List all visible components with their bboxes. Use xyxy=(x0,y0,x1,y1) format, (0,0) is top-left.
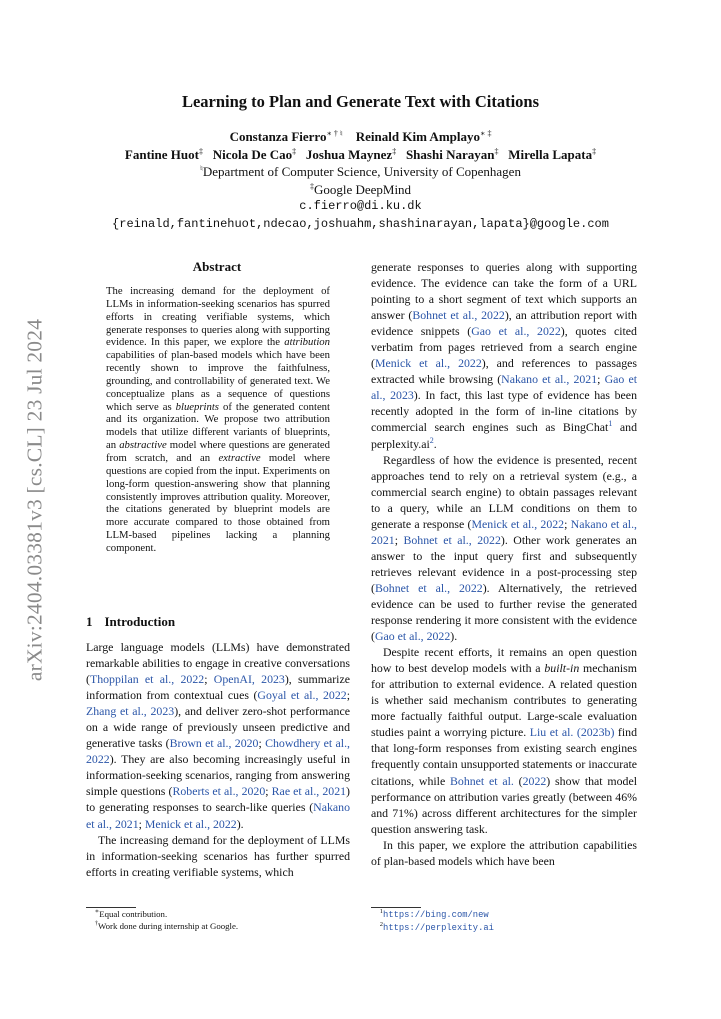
abstract-text: model where questions are generated from scratch, and an xyxy=(106,439,331,464)
author-marks: ‡ xyxy=(198,146,203,156)
affiliation-text: Department of Computer Science, University of Copenhagen xyxy=(202,164,521,179)
citation-link[interactable]: Roberts et al., 2020 xyxy=(172,784,266,799)
footnote-mark: 2 xyxy=(379,920,384,928)
footnotes-left xyxy=(86,909,350,932)
text: Large language models (LLMs) have demonstrated remarkable abilities to engage in creative conversations ( xyxy=(86,640,350,687)
emphasis: built-in xyxy=(544,661,580,676)
author-marks: ‡ xyxy=(292,146,297,156)
text: ) show that model performance on attribution varies greatly (between 46% and 71%) across different architectures for the simpler question answering task. xyxy=(371,773,637,836)
citation-link[interactable]: Bohnet et al., 2022 xyxy=(412,308,505,323)
author-line-2 xyxy=(0,146,721,164)
citation-link[interactable]: OpenAI, 2023 xyxy=(213,672,285,687)
citation-link[interactable]: Gao et al., 2023 xyxy=(371,372,637,403)
email-1: c.fierro@di.ku.dk xyxy=(299,199,422,213)
abstract-text: capabilities of plan-based models which have been recently shown to improve the faithfulness, grounding, and controllability of generated text. We conceptualize plans as a sequence of questions which serve as xyxy=(106,349,330,413)
paper-title: Learning to Plan and Generate Text with Citations xyxy=(181,92,540,111)
text: ). Alternatively, the retrieved evidence can be used to further revise the generated response rendering it more consistent with the evidence ( xyxy=(371,580,637,644)
footnote-rule xyxy=(371,907,421,908)
footnote-text: Equal contribution. xyxy=(99,909,168,919)
paragraph xyxy=(371,259,637,452)
author-line-1 xyxy=(0,128,721,146)
text: ; xyxy=(204,672,214,687)
author-marks: ‡ xyxy=(494,146,499,156)
author-marks: ‡ xyxy=(392,146,397,156)
citation-link[interactable]: Bohnet et al., 2022 xyxy=(374,580,483,595)
footnote-url-link[interactable]: https://bing.com/new xyxy=(383,910,489,920)
author-marks: ‡ xyxy=(592,146,597,156)
footnote xyxy=(371,922,637,935)
text: ( xyxy=(513,773,523,788)
email-2: {reinald,fantinehuot,ndecao,joshuahm,shashinarayan,lapata}@google.com xyxy=(112,216,609,231)
text: ), and references to passages extracted while browsing ( xyxy=(371,356,637,387)
citation-link[interactable]: Liu et al. (2023b) xyxy=(529,725,615,740)
text: find that long-form responses from existing search engines frequently contain unsupported statements or inaccurate citations, while xyxy=(371,725,638,788)
text: . xyxy=(433,436,437,451)
paragraph xyxy=(371,644,637,837)
footnote xyxy=(86,921,350,933)
abstract-emphasis: attribution xyxy=(284,336,330,349)
citation-link[interactable]: Rae et al., 2021 xyxy=(271,784,347,799)
affiliation-text: Google DeepMind xyxy=(313,181,412,197)
abstract-text: model where questions are copied from the input. Experiments on long-form question-answering show that planning consistently improves attribution quality. Moreover, the citations generated by blueprint models are more accurate compared to those obtained from LLM-based pipelines lacking a planning component. xyxy=(106,451,330,554)
affiliation-2 xyxy=(0,181,721,199)
text: Despite recent efforts, it remains an open question how to best develop models with a xyxy=(371,645,637,676)
author-name: Nicola De Cao xyxy=(212,146,293,162)
section-heading xyxy=(86,614,175,630)
author-name: Fantine Huot xyxy=(124,146,199,162)
text: ). In fact, this last type of evidence has been recently adopted in the form of in-line citations by commercial search engines such as BingChat xyxy=(371,388,637,435)
text: ). They are also becoming increasingly useful in information-seeking scenarios, ranging from answering simple questions ( xyxy=(86,752,350,799)
author-name: Reinald Kim Amplayo xyxy=(355,129,480,144)
author-marks: ∗ ‡ xyxy=(480,129,492,138)
text: ) to generating responses to search-like queries ( xyxy=(86,784,350,815)
text: ; xyxy=(138,816,145,831)
text: ). xyxy=(236,816,244,831)
author-name: Shashi Narayan xyxy=(405,146,495,162)
text: ; xyxy=(394,532,404,547)
citation-link[interactable]: Zhang et al., 2023 xyxy=(86,704,175,719)
text: ; xyxy=(597,372,605,387)
footnote-url-link[interactable]: https://perplexity.ai xyxy=(383,922,494,933)
footnote-link[interactable]: 1 xyxy=(608,419,613,429)
abstract-emphasis: extractive xyxy=(218,451,261,464)
author-name: Mirella Lapata xyxy=(508,146,593,162)
text: ), an attribution report with evidence snippets ( xyxy=(371,308,637,339)
author-block xyxy=(0,128,721,233)
paragraph: In this paper, we explore the attribution capabilities of plan-based models which have been xyxy=(371,837,637,868)
text: Regardless of how the evidence is presented, recent approaches tend to rely on a retrieval system (e.g., a commercial search engine) to obtain passages relevant to a query, while an LLM conditions on them to generate a response ( xyxy=(371,452,637,531)
citation-link[interactable]: Goyal et al., 2022 xyxy=(257,688,347,703)
footnote-mark: ∗ xyxy=(94,908,100,915)
abstract-body xyxy=(106,285,330,555)
paragraph xyxy=(86,639,350,832)
abstract-text: of the generated content and its organization. We propose two attribution models that utilize different variants of blueprints, an xyxy=(106,400,330,452)
affiliation-1 xyxy=(0,163,721,181)
citation-link[interactable]: Chowdhery et al., 2022 xyxy=(86,736,351,767)
abstract-heading: Abstract xyxy=(192,259,242,274)
text: ), summarize information from contextual cues ( xyxy=(86,672,350,703)
abstract-text: The increasing demand for the deployment of LLMs in information-seeking scenarios has spurred efforts in creating verifiable systems, which generate responses to queries along with supporting evidence. In this paper, we explore the xyxy=(106,285,330,349)
affiliation-mark: ♮ xyxy=(200,164,203,173)
citation-link[interactable]: Nakano et al., 2021 xyxy=(86,800,350,831)
footnote xyxy=(371,909,637,922)
abstract-emphasis: abstractive xyxy=(119,439,167,452)
footnote-text: Work done during internship at Google. xyxy=(98,920,239,931)
author-name: Constanza Fierro xyxy=(229,129,327,144)
footnote-mark: 1 xyxy=(379,908,384,915)
author-name: Joshua Maynez xyxy=(305,146,393,162)
section-title: Introduction xyxy=(104,614,176,629)
arxiv-sidebar xyxy=(20,300,50,700)
text: ). Other work generates an answer to the input query first and subsequently retrieves relevant evidence in a post-processing step ( xyxy=(371,532,637,595)
citation-link[interactable]: Gao et al., 2022 xyxy=(374,629,451,644)
citation-link[interactable]: Menick et al., 2022 xyxy=(471,516,565,531)
author-marks: ∗ † ♮ xyxy=(326,129,343,138)
citation-link[interactable]: Nakano et al., 2021 xyxy=(371,516,637,547)
citation-link[interactable]: Thoppilan et al., 2022 xyxy=(89,672,205,687)
text: ; xyxy=(564,516,571,531)
citation-link[interactable]: Brown et al., 2020 xyxy=(169,736,259,751)
right-column xyxy=(371,259,637,869)
footnote-mark: † xyxy=(94,919,99,927)
text: ; xyxy=(258,736,266,751)
footnotes-right xyxy=(371,909,637,934)
paragraph xyxy=(371,452,637,645)
abstract-emphasis: blueprints xyxy=(175,400,219,413)
citation-link[interactable]: Menick et al., 2022 xyxy=(374,356,482,371)
citation-link[interactable]: Bohnet et al., 2022 xyxy=(403,532,501,547)
text: ). xyxy=(450,629,458,644)
footnote-link[interactable]: 2 xyxy=(429,435,434,445)
arxiv-identifier: arXiv:2404.03381v3 [cs.CL] 23 Jul 2024 xyxy=(22,318,47,682)
citation-link[interactable]: Bohnet et al. xyxy=(450,773,514,788)
text: ), and deliver zero-shot performance on a wide range of previously unseen predictive and generative tasks ( xyxy=(86,704,350,751)
text: mechanism for attribution to external evidence. A related question is whether said mechanism contributes to generating more factually faithful output. Large-scale evaluation studies paint a worrying picture. xyxy=(371,661,637,740)
left-column xyxy=(86,639,350,880)
citation-link[interactable]: Gao et al., 2022 xyxy=(471,324,561,339)
footnote-rule xyxy=(86,907,136,908)
text: ; xyxy=(346,688,350,703)
citation-link[interactable]: Nakano et al., 2021 xyxy=(501,372,598,387)
citation-link[interactable]: Menick et al., 2022 xyxy=(144,816,237,831)
text: ; xyxy=(265,784,272,799)
section-number: 1 xyxy=(86,614,93,629)
citation-link[interactable]: 2022 xyxy=(522,773,547,788)
footnote xyxy=(86,909,350,921)
text: and perplexity.ai xyxy=(371,420,638,451)
paragraph: The increasing demand for the deployment of LLMs in information-seeking scenarios has further spurred efforts in creating verifiable systems, which xyxy=(86,832,350,879)
affiliation-mark: ‡ xyxy=(309,181,314,191)
text: ), quotes cited verbatim from pages retrieved from a search engine ( xyxy=(371,324,637,371)
text: generate responses to queries along with supporting evidence. The evidence can take the form of a URL pointing to a short segment of text which supports an answer ( xyxy=(371,260,637,323)
